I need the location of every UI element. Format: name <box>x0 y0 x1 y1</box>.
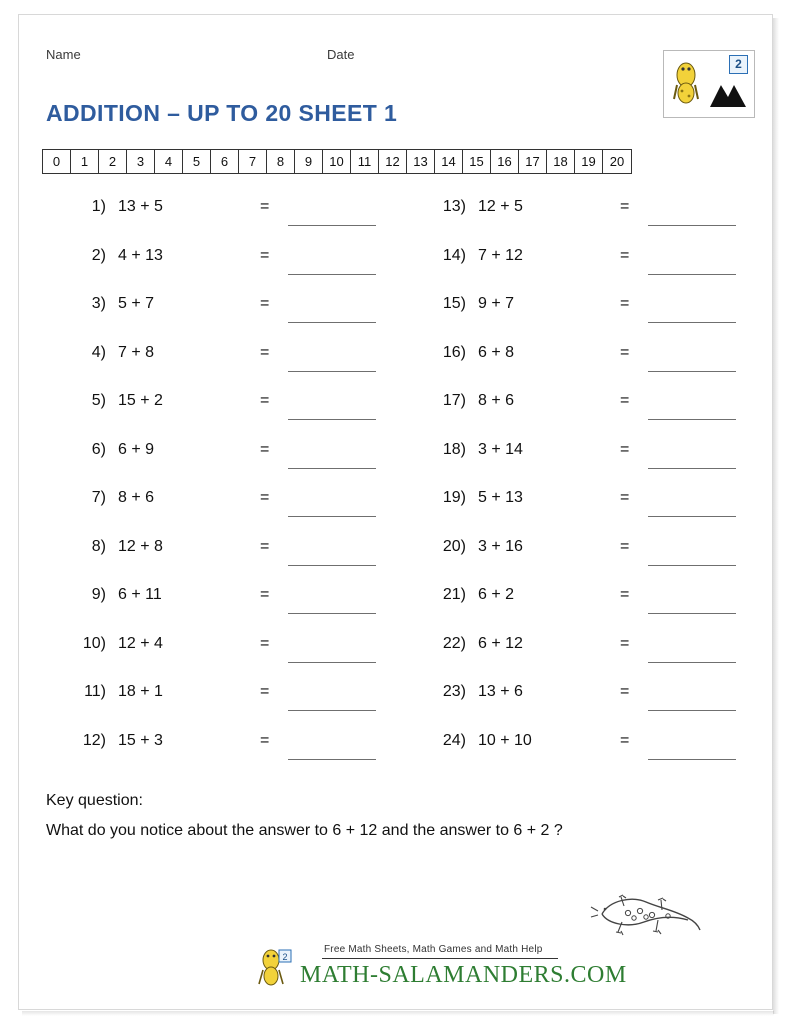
answer-blank[interactable] <box>288 321 376 323</box>
problem-number: 2) <box>91 246 106 264</box>
answer-blank[interactable] <box>288 418 376 420</box>
equals-sign: = <box>620 440 630 458</box>
equals-sign: = <box>260 392 270 409</box>
number-line-cell: 7 <box>239 150 267 173</box>
equals-sign: = <box>260 634 270 652</box>
answer-blank[interactable] <box>648 661 736 663</box>
problem-expression: 8 + 6 <box>118 489 155 506</box>
problem-number: 23) <box>442 683 466 700</box>
equals-sign: = <box>620 586 630 603</box>
number-line-cell: 6 <box>211 150 239 173</box>
problem-expression: 9 + 7 <box>478 295 515 312</box>
number-line-cell: 20 <box>609 154 625 169</box>
problem-number: 8) <box>91 537 106 555</box>
answer-blank[interactable] <box>648 709 736 711</box>
problem-expression: 6 + 2 <box>478 586 515 603</box>
problem-number: 1) <box>91 198 106 215</box>
equals-sign: = <box>620 634 630 652</box>
number-line-cell: 13 <box>407 150 435 173</box>
problem-number: 10) <box>82 634 106 652</box>
lizard-decoration-icon <box>588 884 704 944</box>
problem-number: 6) <box>91 440 106 458</box>
problem-expression: 7 + 8 <box>118 343 155 361</box>
equals-sign: = <box>260 246 270 264</box>
number-line-cell: 5 <box>183 150 211 173</box>
answer-blank[interactable] <box>288 709 376 711</box>
problem-expression: 3 + 16 <box>478 537 523 555</box>
equals-sign: = <box>620 343 630 361</box>
problem-expression: 18 + 1 <box>118 683 163 700</box>
number-line-cell: 15 <box>463 150 491 173</box>
problem-number: 15) <box>442 295 466 312</box>
page-shadow-right <box>773 18 779 1014</box>
answer-blank[interactable] <box>288 564 376 566</box>
problem-expression: 15 + 2 <box>118 392 163 409</box>
equals-sign: = <box>620 537 630 555</box>
problem-expression: 4 + 13 <box>118 246 163 264</box>
problem-number: 9) <box>91 586 106 603</box>
number-line-cell: 8 <box>267 150 295 173</box>
problem-number: 16) <box>442 343 466 361</box>
equals-sign: = <box>260 489 270 506</box>
problem-number: 12) <box>82 731 106 749</box>
number-line-cell: 3 <box>127 150 155 173</box>
answer-blank[interactable] <box>288 370 376 372</box>
equals-sign: = <box>620 246 630 264</box>
problem-number: 7) <box>91 489 106 506</box>
answer-blank[interactable] <box>648 273 736 275</box>
footer-tagline: Free Math Sheets, Math Games and Math Help <box>324 944 543 955</box>
answer-blank[interactable] <box>648 467 736 469</box>
answer-blank[interactable] <box>648 564 736 566</box>
number-line-cell: 0 <box>43 150 71 173</box>
footer-divider <box>322 958 558 959</box>
answer-blank[interactable] <box>648 321 736 323</box>
equals-sign: = <box>260 295 270 312</box>
answer-blank[interactable] <box>648 370 736 372</box>
number-line-cell: 14 <box>435 150 463 173</box>
number-line-cell: 2 <box>99 150 127 173</box>
equals-sign: = <box>620 198 630 215</box>
problem-expression: 5 + 13 <box>478 489 523 506</box>
name-label: Name <box>46 47 81 62</box>
answer-blank[interactable] <box>648 224 736 226</box>
equals-sign: = <box>260 537 270 555</box>
answer-blank[interactable] <box>288 467 376 469</box>
problem-expression: 3 + 14 <box>478 440 523 458</box>
answer-blank[interactable] <box>288 661 376 663</box>
number-line-cell: 1 <box>71 150 99 173</box>
problem-number: 3) <box>91 295 106 312</box>
problem-number: 18) <box>442 440 466 458</box>
problem-expression: 8 + 6 <box>478 392 515 409</box>
salamander-icon <box>674 63 698 103</box>
number-line-cell: 16 <box>491 150 519 173</box>
problem-expression: 7 + 12 <box>478 246 523 264</box>
problem-expression: 13 + 5 <box>118 198 163 215</box>
key-question-text: What do you notice about the answer to 6 + 12 and the answer to 6 + 2 ? <box>46 822 563 839</box>
logo-grade-badge: 2 <box>729 55 748 74</box>
equals-sign: = <box>260 586 270 603</box>
answer-blank[interactable] <box>648 515 736 517</box>
answer-blank[interactable] <box>288 224 376 226</box>
problem-number: 14) <box>442 246 466 264</box>
equals-sign: = <box>260 683 270 700</box>
problem-number: 4) <box>91 343 106 361</box>
problem-number: 17) <box>442 392 466 409</box>
answer-blank[interactable] <box>288 612 376 614</box>
problem-number: 19) <box>442 489 466 506</box>
number-line-cell: 11 <box>351 150 379 173</box>
equals-sign: = <box>620 392 630 409</box>
problem-expression: 15 + 3 <box>118 731 163 749</box>
equals-sign: = <box>620 295 630 312</box>
problem-expression: 6 + 8 <box>478 343 515 361</box>
problem-number: 24) <box>442 731 466 749</box>
problem-expression: 6 + 11 <box>118 586 162 603</box>
problem-expression: 6 + 9 <box>118 440 155 458</box>
problem-number: 21) <box>442 586 466 603</box>
key-question-label: Key question: <box>46 792 143 809</box>
equals-sign: = <box>260 440 270 458</box>
number-line-cell: 4 <box>155 150 183 173</box>
mountain-m-icon <box>710 85 746 107</box>
number-line <box>42 149 632 174</box>
problem-number: 5) <box>91 392 106 409</box>
page-title: ADDITION – UP TO 20 SHEET 1 <box>46 100 398 126</box>
footer-brand[interactable]: MATH-SALAMANDERS.COM <box>300 962 627 988</box>
problem-expression: 13 + 6 <box>478 683 523 700</box>
problem-expression: 5 + 7 <box>118 295 155 312</box>
equals-sign: = <box>620 731 630 749</box>
problem-number: 11) <box>84 683 106 700</box>
answer-blank[interactable] <box>288 273 376 275</box>
equals-sign: = <box>620 489 630 506</box>
number-line-cell: 12 <box>379 150 407 173</box>
page-shadow-bottom <box>22 1011 774 1016</box>
problem-expression: 12 + 4 <box>118 634 163 652</box>
footer-salamander-icon <box>255 946 301 994</box>
number-line-cell: 18 <box>547 150 575 173</box>
date-label: Date <box>327 47 355 62</box>
answer-blank[interactable] <box>648 418 736 420</box>
answer-blank[interactable] <box>648 612 736 614</box>
equals-sign: = <box>260 343 270 361</box>
salamander-logo <box>663 50 755 118</box>
number-line-cell: 19 <box>575 150 603 173</box>
answer-blank[interactable] <box>648 758 736 760</box>
equals-sign: = <box>620 683 630 700</box>
problem-expression: 6 + 12 <box>478 634 523 652</box>
problem-number: 22) <box>442 634 466 652</box>
problem-number: 13) <box>442 198 466 215</box>
problem-expression: 12 + 5 <box>478 198 523 215</box>
answer-blank[interactable] <box>288 758 376 760</box>
problem-expression: 10 + 10 <box>478 731 532 749</box>
svg-text:2: 2 <box>282 952 288 962</box>
problem-expression: 12 + 8 <box>118 537 163 555</box>
equals-sign: = <box>260 731 270 749</box>
problem-number: 20) <box>442 537 466 555</box>
equals-sign: = <box>260 198 270 215</box>
number-line-cell: 9 <box>295 150 323 173</box>
answer-blank[interactable] <box>288 515 376 517</box>
number-line-cell: 17 <box>519 150 547 173</box>
number-line-cell: 10 <box>323 150 351 173</box>
